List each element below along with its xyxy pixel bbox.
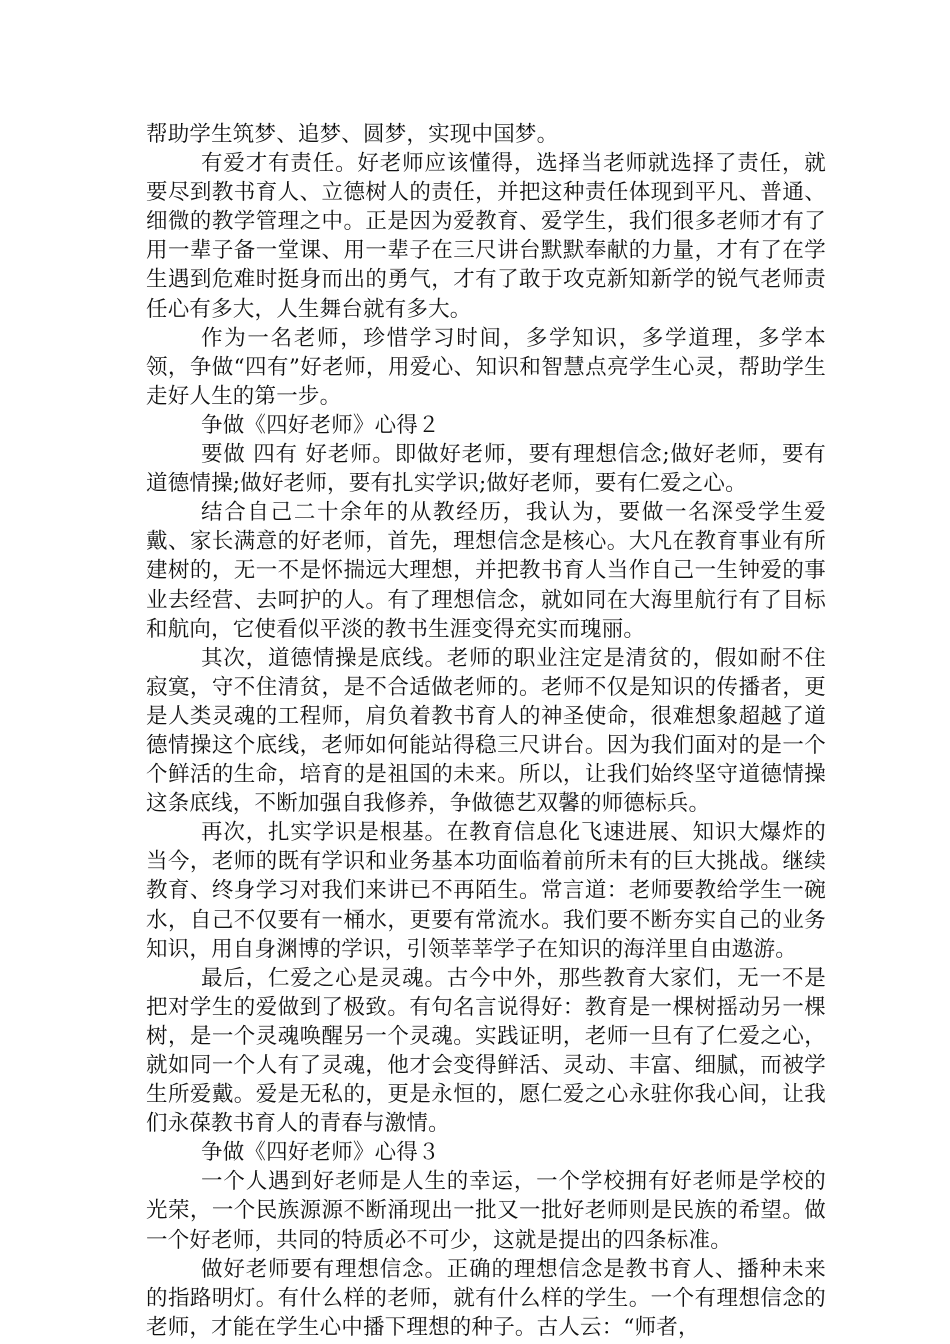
paragraph-9: 一个人遇到好老师是人生的幸运，一个学校拥有好老师是学校的光荣，一个民族源源不断涌现出一批又一批好老师则是民族的希望。做一个好老师，共同的特质必不可少，这就是提出的四条标准。 xyxy=(146,1169,826,1253)
paragraph-3: 作为一名老师，珍惜学习时间，多学知识，多学道理，多学本领，争做“四有”好老师，用爱心、知识和智慧点亮学生心灵，帮助学生走好人生的第一步。 xyxy=(146,325,826,409)
paragraph-2: 有爱才有责任。好老师应该懂得，选择当老师就选择了责任，就要尽到教书育人、立德树人的责任，并把这种责任体现到平凡、普通、细微的教学管理之中。正是因为爱教育、爱学生，我们很多老师才有了用一辈子备一堂课、用一辈子在三尺讲台默默奉献的力量，才有了在学生遇到危难时挺身而出的勇气，才有了敢于攻克新知新学的锐气老师责任心有多大，人生舞台就有多大。 xyxy=(146,151,826,322)
section-heading-3: 争做《四好老师》心得３ xyxy=(201,1140,440,1166)
paragraph-5: 结合自己二十余年的从教经历，我认为，要做一名深受学生爱戴、家长满意的好老师，首先，理想信念是核心。大凡在教育事业有所建树的，无一不是怀揣远大理想，并把教书育人当作自己一生钟爱的事业去经营、去呵护的人。有了理想信念，就如同在大海里航行有了目标和航向，它使看似平淡的教书生涯变得充实而瑰丽。 xyxy=(146,500,826,642)
paragraph-10: 做好老师要有理想信念。正确的理想信念是教书育人、播种未来的指路明灯。有什么样的老师，就有什么样的学生。一个有理想信念的老师，才能在学生心中播下理想的种子。古人云：“师者， xyxy=(146,1256,826,1340)
paragraph-4: 要做 四有 好老师。即做好老师，要有理想信念;做好老师，要有道德情操;做好老师，要有扎实学识;做好老师，要有仁爱之心。 xyxy=(146,442,826,497)
document-body xyxy=(146,120,826,1342)
paragraph-1: 帮助学生筑梦、追梦、圆梦，实现中国梦。 xyxy=(146,122,559,147)
paragraph-8: 最后，仁爱之心是灵魂。古今中外，那些教育大家们，无一不是把对学生的爱做到了极致。有句名言说得好：教育是一棵树摇动另一棵树，是一个灵魂唤醒另一个灵魂。实践证明，老师一旦有了仁爱之心，就如同一个人有了灵魂，他才会变得鲜活、灵动、丰富、细腻，而被学生所爱戴。爱是无私的，更是永恒的，愿仁爱之心永驻你我心间，让我们永葆教书育人的青春与激情。 xyxy=(146,965,826,1137)
paragraph-7: 再次，扎实学识是根基。在教育信息化飞速进展、知识大爆炸的当今，老师的既有学识和业务基本功面临着前所未有的巨大挑战。继续教育、终身学习对我们来讲已不再陌生。常言道：老师要教给学生一碗水，自己不仅要有一桶水，更要有常流水。我们要不断夯实自己的业务知识，用自身渊博的学识，引领莘莘学子在知识的海洋里自由遨游。 xyxy=(146,820,826,962)
paragraph-6: 其次，道德情操是底线。老师的职业注定是清贫的，假如耐不住寂寞，守不住清贫，是不合适做老师的。老师不仅是知识的传播者，更是人类灵魂的工程师，肩负着教书育人的神圣使命，很难想象超越了道德情操这个底线，老师如何能站得稳三尺讲台。因为我们面对的是一个个鲜活的生命，培育的是祖国的未来。所以，让我们始终坚守道德情操这条底线，不断加强自我修养，争做德艺双馨的师德标兵。 xyxy=(146,645,826,817)
section-heading-2: 争做《四好老师》心得２ xyxy=(201,412,440,438)
